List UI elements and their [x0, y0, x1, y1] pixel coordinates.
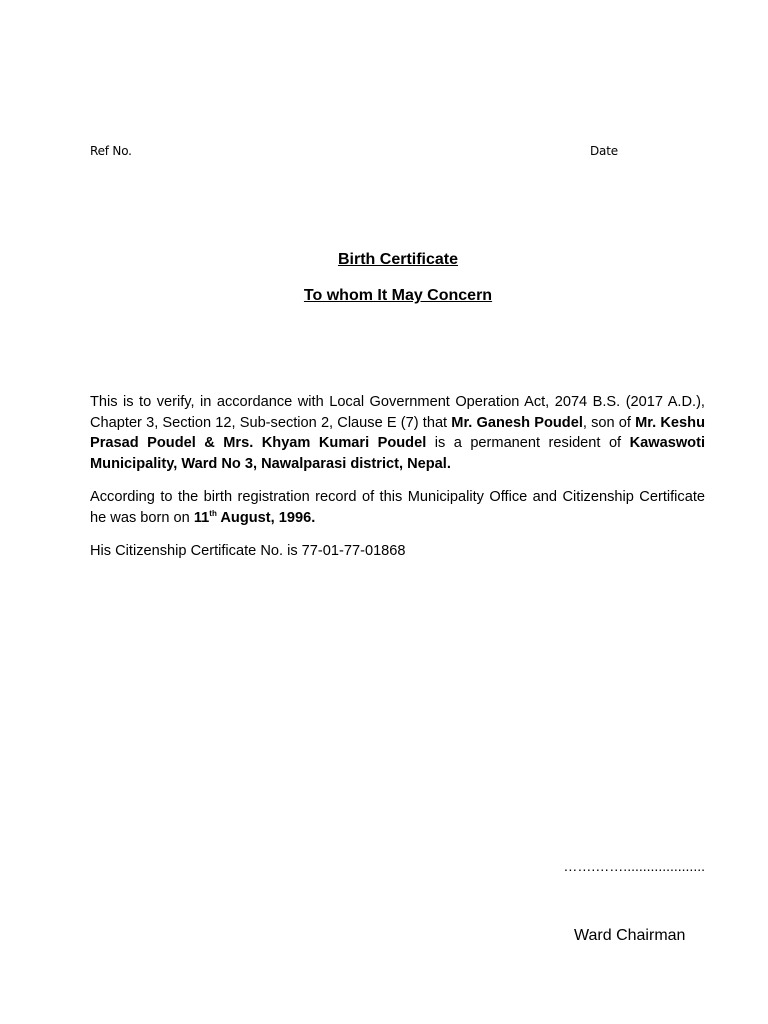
ref-no-label: Ref No. [90, 144, 132, 158]
signatory-title: Ward Chairman [574, 927, 686, 944]
birth-day: 11 [193, 509, 210, 526]
citizenship-paragraph: His Citizenship Certificate No. is 77-01-77-01868 [90, 543, 406, 559]
subject-name: Mr. Ganesh Poudel [451, 414, 583, 431]
signature-line: …….……..................... [563, 858, 705, 874]
date-label: Date [590, 144, 618, 158]
birth-record-paragraph [90, 487, 705, 528]
intro-text: This is to verify, in accordance with Local Government Operation Act, 2074 B.S. (2017 A.D.), Chapter 3, Section 12, Sub-section 2, Clause E (7) that [90, 394, 705, 431]
certificate-subtitle: To whom It May Concern [303, 287, 493, 304]
son-of-text: , son of [582, 414, 636, 431]
parents-names: Mr. Keshu Prasad Poudel & Mrs. Khyam Kumari Poudel [90, 414, 705, 452]
resident-text: is a permanent resident of [426, 435, 630, 452]
certificate-title: Birth Certificate [337, 251, 459, 268]
verification-paragraph [90, 392, 705, 475]
resident-address: Kawaswoti Municipality, Ward No 3, Nawalparasi district, Nepal. [90, 435, 705, 473]
birth-record-text: According to the birth registration record of this Municipality Office and Citizenship Certificate he was born on [90, 489, 705, 526]
birth-month-year: August, 1996. [216, 509, 316, 526]
birth-day-suffix: th [209, 508, 217, 518]
